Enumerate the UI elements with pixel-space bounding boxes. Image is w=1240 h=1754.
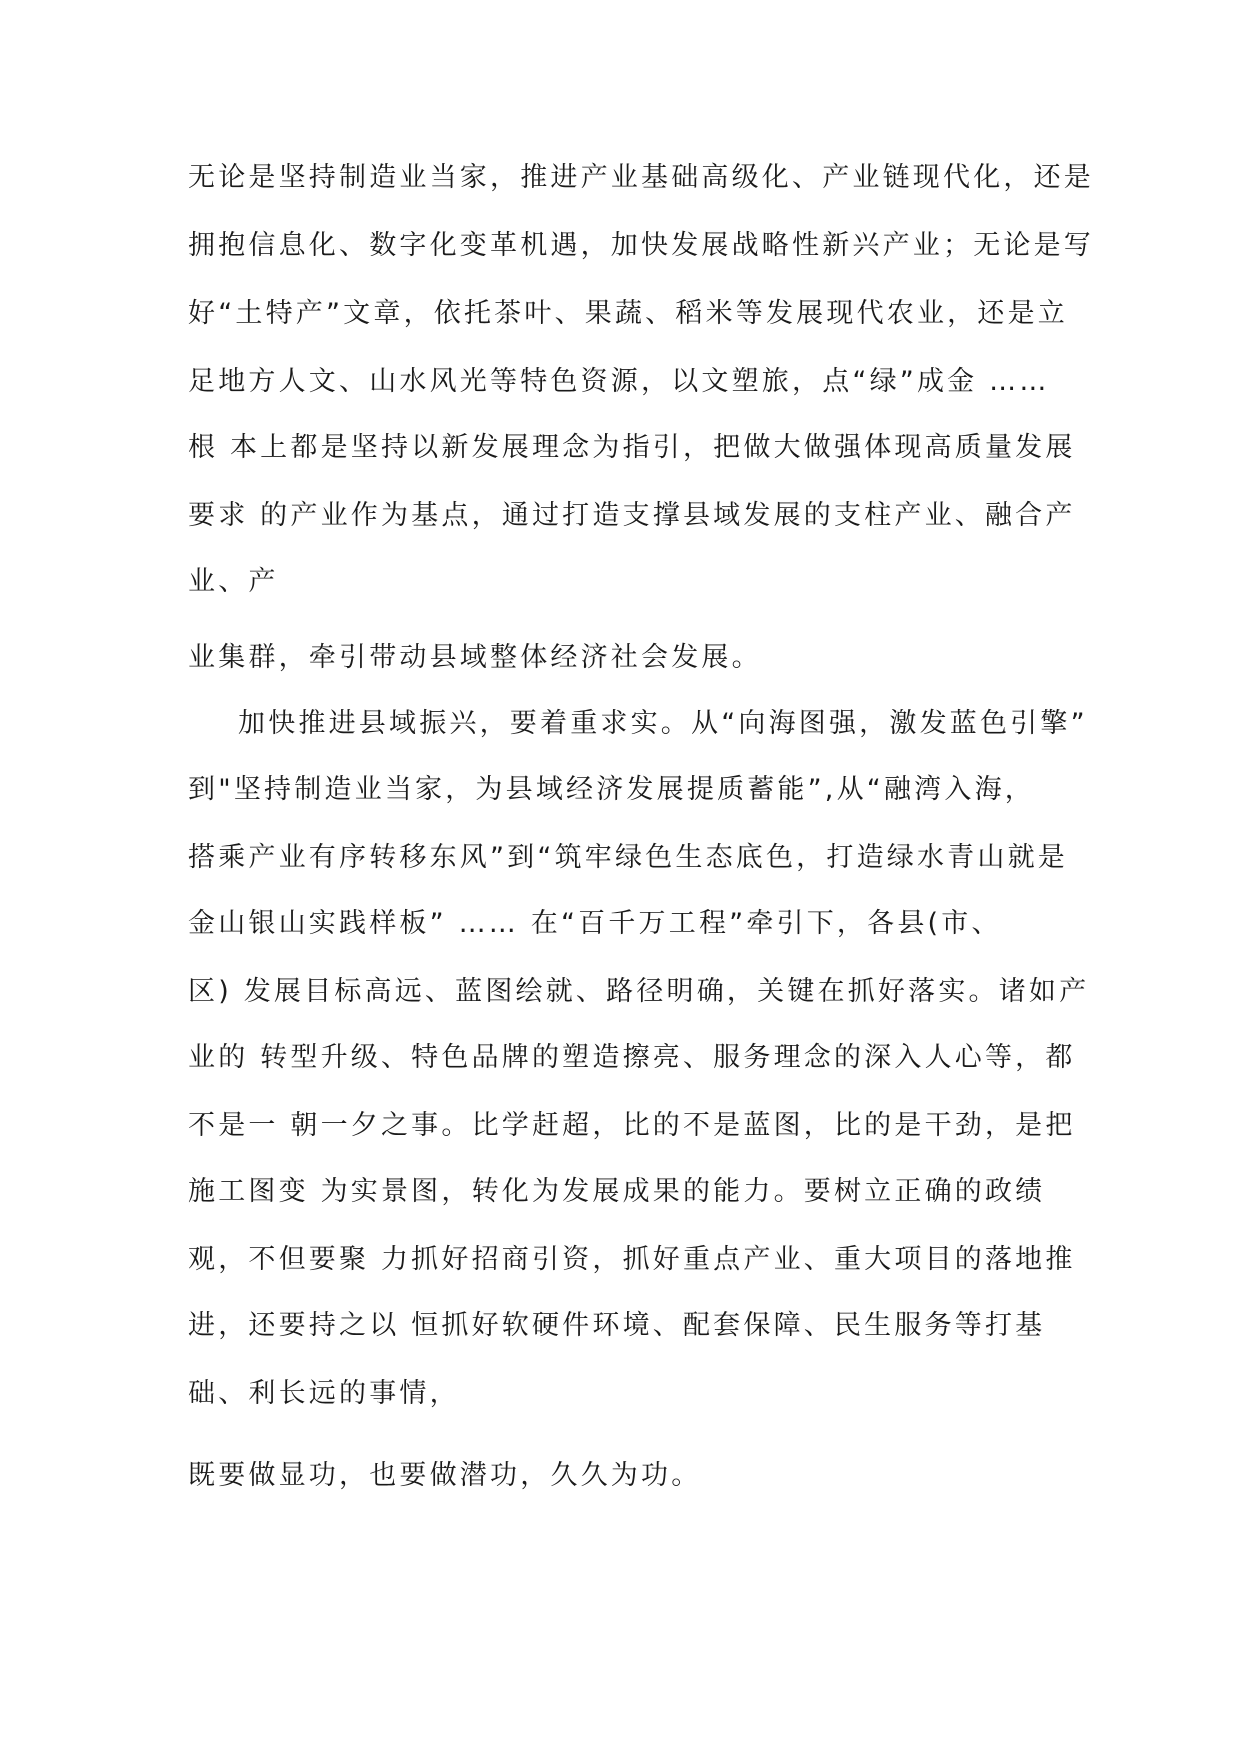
body-text-line: 到"坚持制造业当家，为县域经济发展提质蓄能”,从“融湾入海， — [188, 774, 1035, 805]
body-text-line: 金山银山实践样板” …… 在“百千万工程”牵引下，各县(市、 — [188, 908, 1002, 939]
body-text-line: 搭乘产业有序转移东风”到“筑牢绿色生态底色，打造绿水青山就是 — [188, 842, 1068, 873]
body-text-line: 业的 转型升级、特色品牌的塑造擦亮、服务理念的深入人心等，都 — [188, 1042, 1076, 1073]
body-text-line: 要求 的产业作为基点，通过打造支撑县域发展的支柱产业、融合产 — [188, 500, 1076, 531]
body-text-line: 础、利长远的事情， — [188, 1378, 460, 1409]
body-text-line: 区) 发展目标高远、蓝图绘就、路径明确，关键在抓好落实。诸如产 — [188, 976, 1090, 1007]
body-text-line: 业、产 — [188, 566, 279, 597]
body-text-line: 观，不但要聚 力抓好招商引资，抓好重点产业、重大项目的落地推 — [188, 1244, 1076, 1275]
body-text-line: 业集群，牵引带动县域整体经济社会发展。 — [188, 642, 762, 673]
paragraph-first-line: 加快推进县域振兴，要着重求实。从“向海图强，激发蓝色引擎” — [238, 708, 1088, 739]
body-text-line: 好“土特产”文章，依托茶叶、果蔬、稻米等发展现代农业，还是立 — [188, 298, 1068, 329]
body-text-line: 既要做显功，也要做潜功，久久为功。 — [188, 1460, 702, 1491]
body-text-line: 进，还要持之以 恒抓好软硬件环境、配套保障、民生服务等打基 — [188, 1310, 1046, 1341]
body-text-line: 拥抱信息化、数字化变革机遇，加快发展战略性新兴产业；无论是写 — [188, 230, 1094, 261]
body-text-line: 根 本上都是坚持以新发展理念为指引，把做大做强体现高质量发展 — [188, 432, 1076, 463]
body-text-line: 不是一 朝一夕之事。比学赶超，比的不是蓝图，比的是干劲，是把 — [188, 1110, 1076, 1141]
body-text-line: 施工图变 为实景图，转化为发展成果的能力。要树立正确的政绩 — [188, 1176, 1046, 1207]
body-text-line: 足地方人文、山水风光等特色资源，以文塑旅，点“绿”成金 …… — [188, 366, 1050, 397]
body-text-line: 无论是坚持制造业当家，推进产业基础高级化、产业链现代化，还是 — [188, 162, 1094, 193]
